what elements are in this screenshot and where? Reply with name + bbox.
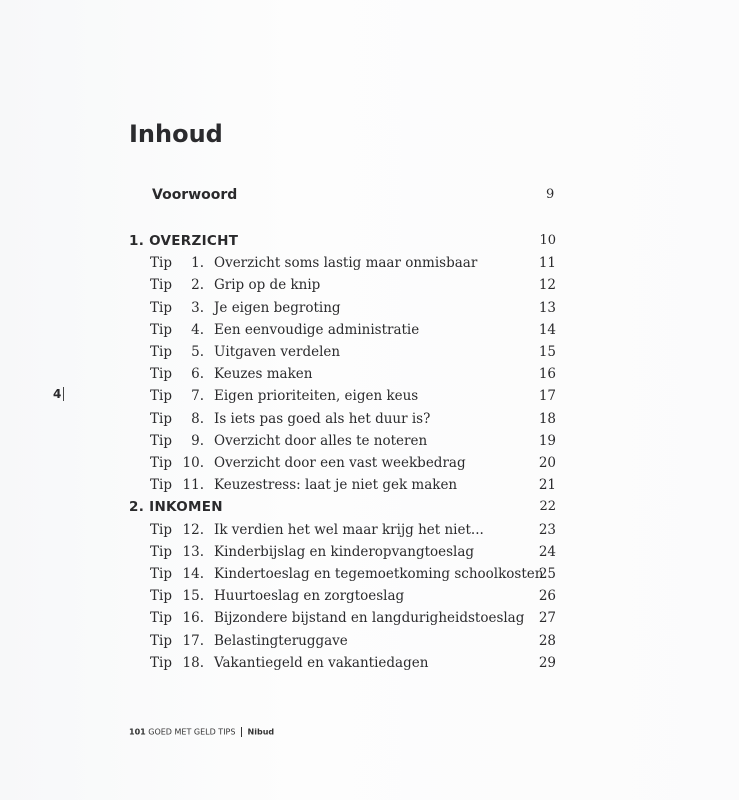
tip-title: Een eenvoudige administratie xyxy=(214,321,420,338)
toc-entry xyxy=(0,522,739,544)
page-title: Inhoud xyxy=(129,120,223,148)
tip-number: 1. xyxy=(191,255,204,272)
tip-number: 17. xyxy=(182,632,204,649)
tip-title: Vakantiegeld en vakantiedagen xyxy=(214,654,429,671)
tip-number: 18. xyxy=(182,654,204,671)
toc-entry xyxy=(0,411,739,433)
tip-label: Tip xyxy=(150,632,172,649)
foreword-entry xyxy=(0,187,739,209)
tip-page: 29 xyxy=(538,654,556,671)
tip-title: Ik verdien het wel maar krijg het niet... xyxy=(214,521,484,538)
tip-label: Tip xyxy=(150,388,172,405)
tip-title: Keuzes maken xyxy=(214,366,313,383)
toc-entry xyxy=(0,322,739,344)
tip-title: Overzicht soms lastig maar onmisbaar xyxy=(214,255,478,272)
tip-number: 2. xyxy=(191,277,204,294)
footer-brand: Nibud xyxy=(247,727,275,737)
tip-title: Eigen prioriteiten, eigen keus xyxy=(214,388,419,405)
section-heading xyxy=(0,233,739,255)
tip-number: 14. xyxy=(182,566,204,582)
section-page: 22 xyxy=(539,499,556,515)
toc-entry xyxy=(0,588,739,610)
toc-entry xyxy=(0,633,739,655)
tip-page: 21 xyxy=(538,477,556,494)
tip-label: Tip xyxy=(150,299,172,316)
tip-label: Tip xyxy=(150,477,172,494)
tip-number: 12. xyxy=(182,521,204,538)
tip-label: Tip xyxy=(150,588,172,605)
tip-title: Grip op de knip xyxy=(214,277,321,294)
section-heading xyxy=(0,499,739,521)
toc-entry xyxy=(0,433,739,455)
tip-page: 20 xyxy=(538,455,556,471)
toc-entry xyxy=(0,566,739,588)
foreword-label: Voorwoord xyxy=(152,187,238,203)
tip-number: 16. xyxy=(182,610,204,627)
tip-page: 12 xyxy=(538,277,556,294)
footer xyxy=(129,727,274,737)
toc-entry xyxy=(0,255,739,277)
tip-page: 24 xyxy=(538,543,556,560)
tip-title: Huurtoeslag en zorgtoeslag xyxy=(214,588,405,605)
tip-title: Uitgaven verdelen xyxy=(214,344,341,360)
section-page: 10 xyxy=(539,233,556,248)
tip-label: Tip xyxy=(150,654,172,671)
foreword-page: 9 xyxy=(546,187,555,202)
toc-entry xyxy=(0,366,739,388)
tip-title: Overzicht door een vast weekbedrag xyxy=(214,455,466,471)
toc-entry xyxy=(0,655,739,677)
tip-title: Kindertoeslag en tegemoetkoming schoolkosten xyxy=(214,566,544,582)
tip-label: Tip xyxy=(150,432,172,449)
tip-page: 14 xyxy=(538,321,556,338)
tip-number: 15. xyxy=(182,588,204,605)
toc-entry xyxy=(0,344,739,366)
tip-page: 16 xyxy=(538,366,556,383)
footer-book-number: 101 xyxy=(129,727,146,737)
tip-number: 13. xyxy=(182,543,204,560)
tip-label: Tip xyxy=(150,610,172,627)
section-label: 1. OVERZICHT xyxy=(129,233,239,249)
tip-page: 18 xyxy=(538,410,556,427)
tip-number: 6. xyxy=(191,366,204,383)
tip-label: Tip xyxy=(150,455,172,471)
tip-label: Tip xyxy=(150,543,172,560)
toc-entry xyxy=(0,610,739,632)
tip-page: 27 xyxy=(538,610,556,627)
tip-number: 9. xyxy=(191,432,204,449)
tip-label: Tip xyxy=(150,344,172,360)
tip-number: 3. xyxy=(191,299,204,316)
tip-title: Keuzestress: laat je niet gek maken xyxy=(214,477,458,494)
tip-page: 15 xyxy=(538,344,556,360)
tip-page: 26 xyxy=(538,588,556,605)
tip-number: 4. xyxy=(191,321,204,338)
section-label: 2. INKOMEN xyxy=(129,499,223,516)
tip-title: Bijzondere bijstand en langdurigheidstoeslag xyxy=(214,610,525,627)
tip-label: Tip xyxy=(150,410,172,427)
page-number: 4 xyxy=(53,387,62,401)
tip-label: Tip xyxy=(150,277,172,294)
toc-entry xyxy=(0,544,739,566)
footer-book-title: GOED MET GELD TIPS xyxy=(148,727,236,737)
page-number-divider xyxy=(63,387,64,401)
tip-label: Tip xyxy=(150,255,172,272)
toc-entry xyxy=(0,277,739,299)
tip-page: 19 xyxy=(538,432,556,449)
toc-entry xyxy=(0,300,739,322)
tip-title: Kinderbijslag en kinderopvangtoeslag xyxy=(214,543,475,560)
tip-number: 5. xyxy=(191,344,204,360)
tip-page: 13 xyxy=(538,299,556,316)
tip-title: Overzicht door alles te noteren xyxy=(214,432,428,449)
tip-title: Je eigen begroting xyxy=(214,299,341,316)
tip-page: 23 xyxy=(538,521,556,538)
tip-label: Tip xyxy=(150,366,172,383)
tip-page: 11 xyxy=(538,255,556,272)
tip-label: Tip xyxy=(150,566,172,582)
tip-label: Tip xyxy=(150,521,172,538)
footer-divider xyxy=(241,727,242,737)
tip-page: 28 xyxy=(538,632,556,649)
tip-page: 17 xyxy=(538,388,556,405)
tip-title: Is iets pas goed als het duur is? xyxy=(214,410,431,427)
toc-entry xyxy=(0,477,739,499)
tip-title: Belastingteruggave xyxy=(214,632,348,649)
toc-entry xyxy=(0,388,739,410)
tip-number: 11. xyxy=(182,477,204,494)
tip-number: 10. xyxy=(182,455,204,471)
toc-entry xyxy=(0,455,739,477)
tip-number: 8. xyxy=(191,410,204,427)
tip-label: Tip xyxy=(150,321,172,338)
tip-number: 7. xyxy=(191,388,204,405)
tip-page: 25 xyxy=(538,566,556,582)
